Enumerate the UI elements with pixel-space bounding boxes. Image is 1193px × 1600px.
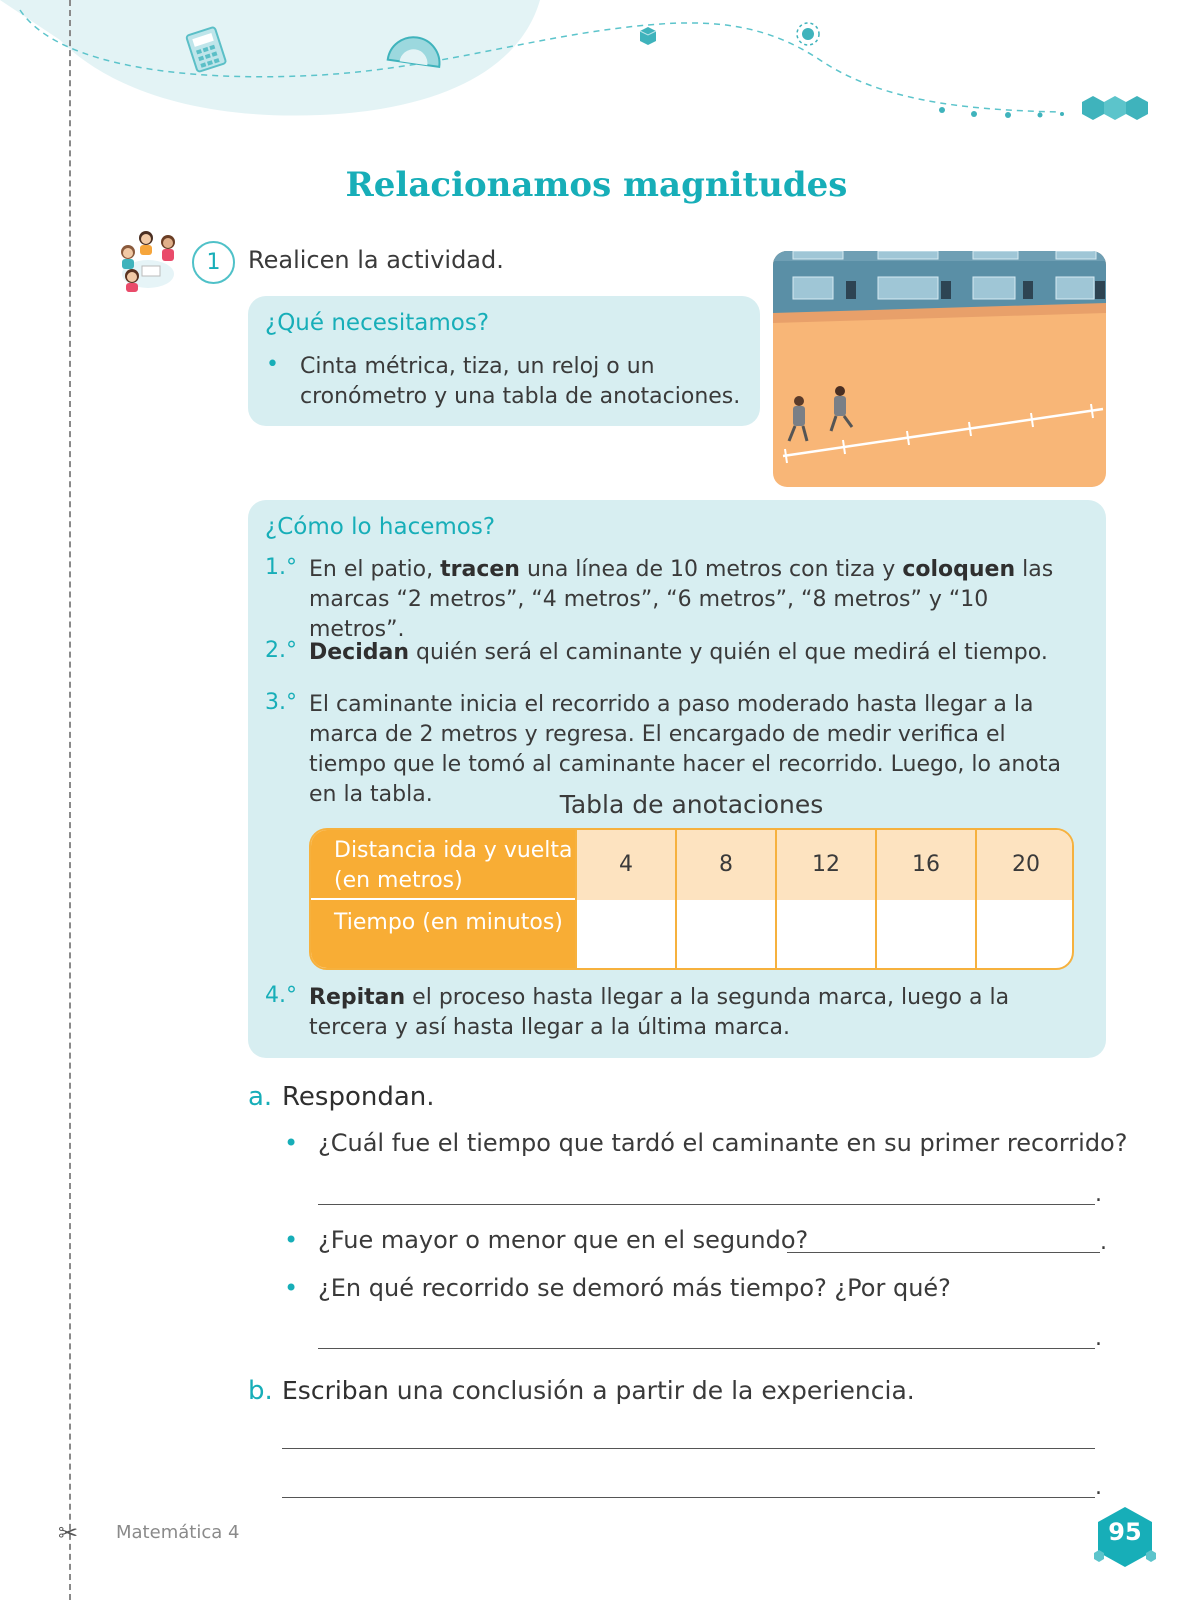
section-b-instruction <box>282 1376 915 1405</box>
table-row-time <box>311 900 1074 970</box>
section-b-rest: una conclusión a partir de la experiencia. <box>388 1376 915 1405</box>
activity-verb: Realicen <box>248 246 350 274</box>
step-number-3: 3.° <box>265 690 297 715</box>
materials-bullet: • <box>266 352 279 377</box>
question-bullet: • <box>284 1274 299 1302</box>
step-number-1: 1.° <box>265 555 297 580</box>
answer-line-3[interactable] <box>318 1348 1095 1349</box>
page-number: 95 <box>1108 1518 1142 1546</box>
distance-cell: 4 <box>575 830 675 900</box>
page-title: Relacionamos magnitudes <box>345 165 848 205</box>
materials-list: Cinta métrica, tiza, un reloj o un cronómetro y una tabla de anotaciones. <box>300 354 741 409</box>
step-text-1 <box>309 555 1089 645</box>
answer-line-2[interactable] <box>787 1252 1100 1253</box>
conclusion-line-1[interactable] <box>282 1448 1095 1449</box>
step-text-2 <box>309 638 1089 668</box>
schoolyard-illustration <box>773 251 1106 487</box>
conclusion-line-2[interactable] <box>282 1497 1095 1498</box>
section-a-period: . <box>426 1082 435 1112</box>
row-header-distance: Distancia ida y vuelta (en metros) <box>311 830 575 900</box>
step-number-4: 4.° <box>265 983 297 1008</box>
step-1-part: las marcas “2 metros”, “4 metros”, “6 metros”, “8 metros” y “10 metros”. <box>309 557 1054 642</box>
time-input-cell[interactable] <box>775 900 875 970</box>
question-2: ¿Fue mayor o menor que en el segundo? <box>318 1226 809 1254</box>
question-1: ¿Cuál fue el tiempo que tardó el caminante en su primer recorrido? <box>318 1129 1128 1157</box>
kids-group-icon <box>112 228 184 294</box>
activity-rest: la actividad. <box>349 246 504 274</box>
cube-icon <box>640 27 656 45</box>
question-bullet: • <box>284 1226 299 1254</box>
distance-cell: 8 <box>675 830 775 900</box>
question-bullet: • <box>284 1129 299 1157</box>
book-title: Matemática 4 <box>116 1522 240 1543</box>
step-text-3: El caminante inicia el recorrido a paso moderado hasta llegar a la marca de 2 metros y regresa. El encargado de medir verifica el tiempo que le tomó al caminante hacer el recorrido. Luego, lo anota en la tabla. <box>309 692 1061 807</box>
distance-cell: 16 <box>875 830 975 900</box>
section-b-letter: b. <box>248 1376 273 1406</box>
answer-period: . <box>1095 1182 1102 1207</box>
table-row-distance <box>311 830 1074 900</box>
section-a-letter: a. <box>248 1082 273 1112</box>
step-1-verb-tracen: tracen <box>440 557 520 582</box>
scissors-icon: ✂ <box>58 1519 79 1547</box>
cut-line <box>69 0 71 1600</box>
step-number-2: 2.° <box>265 638 297 663</box>
distance-cell: 20 <box>975 830 1074 900</box>
step-1-part: una línea de 10 metros con tiza y <box>519 557 903 582</box>
step-2-part: quién será el caminante y quién el que medirá el tiempo. <box>409 640 1048 665</box>
section-b-verb: Escriban <box>282 1376 389 1405</box>
section-a-instruction <box>282 1082 435 1112</box>
step-1-verb-coloquen: coloquen <box>902 557 1016 582</box>
step-2-verb: Decidan <box>309 640 410 665</box>
section-a-verb: Respondan <box>282 1082 427 1112</box>
row-header-time: Tiempo (en minutos) <box>311 900 575 970</box>
time-input-cell[interactable] <box>975 900 1074 970</box>
time-input-cell[interactable] <box>575 900 675 970</box>
distance-cell: 12 <box>775 830 875 900</box>
activity-number-badge: 1 <box>192 241 235 284</box>
step-1-part: En el patio, <box>309 557 441 582</box>
procedure-heading: ¿Cómo lo hacemos? <box>265 514 496 540</box>
answer-period: . <box>1100 1230 1107 1255</box>
time-input-cell[interactable] <box>875 900 975 970</box>
header-decoration <box>0 0 1193 140</box>
table-caption: Tabla de anotaciones <box>559 790 824 819</box>
annotation-table <box>309 828 1074 970</box>
materials-heading: ¿Qué necesitamos? <box>265 310 490 336</box>
step-text-4 <box>309 983 1089 1043</box>
time-input-cell[interactable] <box>675 900 775 970</box>
step-4-part: el proceso hasta llegar a la segunda marca, luego a la tercera y así hasta llegar a la última marca. <box>309 985 1010 1040</box>
question-3: ¿En qué recorrido se demoró más tiempo? ¿Por qué? <box>318 1274 951 1302</box>
answer-period: . <box>1095 1326 1102 1351</box>
activity-instruction <box>248 246 504 274</box>
conclusion-period: . <box>1095 1475 1102 1500</box>
cubes-icon <box>1082 96 1148 120</box>
step-4-verb: Repitan <box>309 985 406 1010</box>
answer-line-1[interactable] <box>318 1204 1095 1205</box>
